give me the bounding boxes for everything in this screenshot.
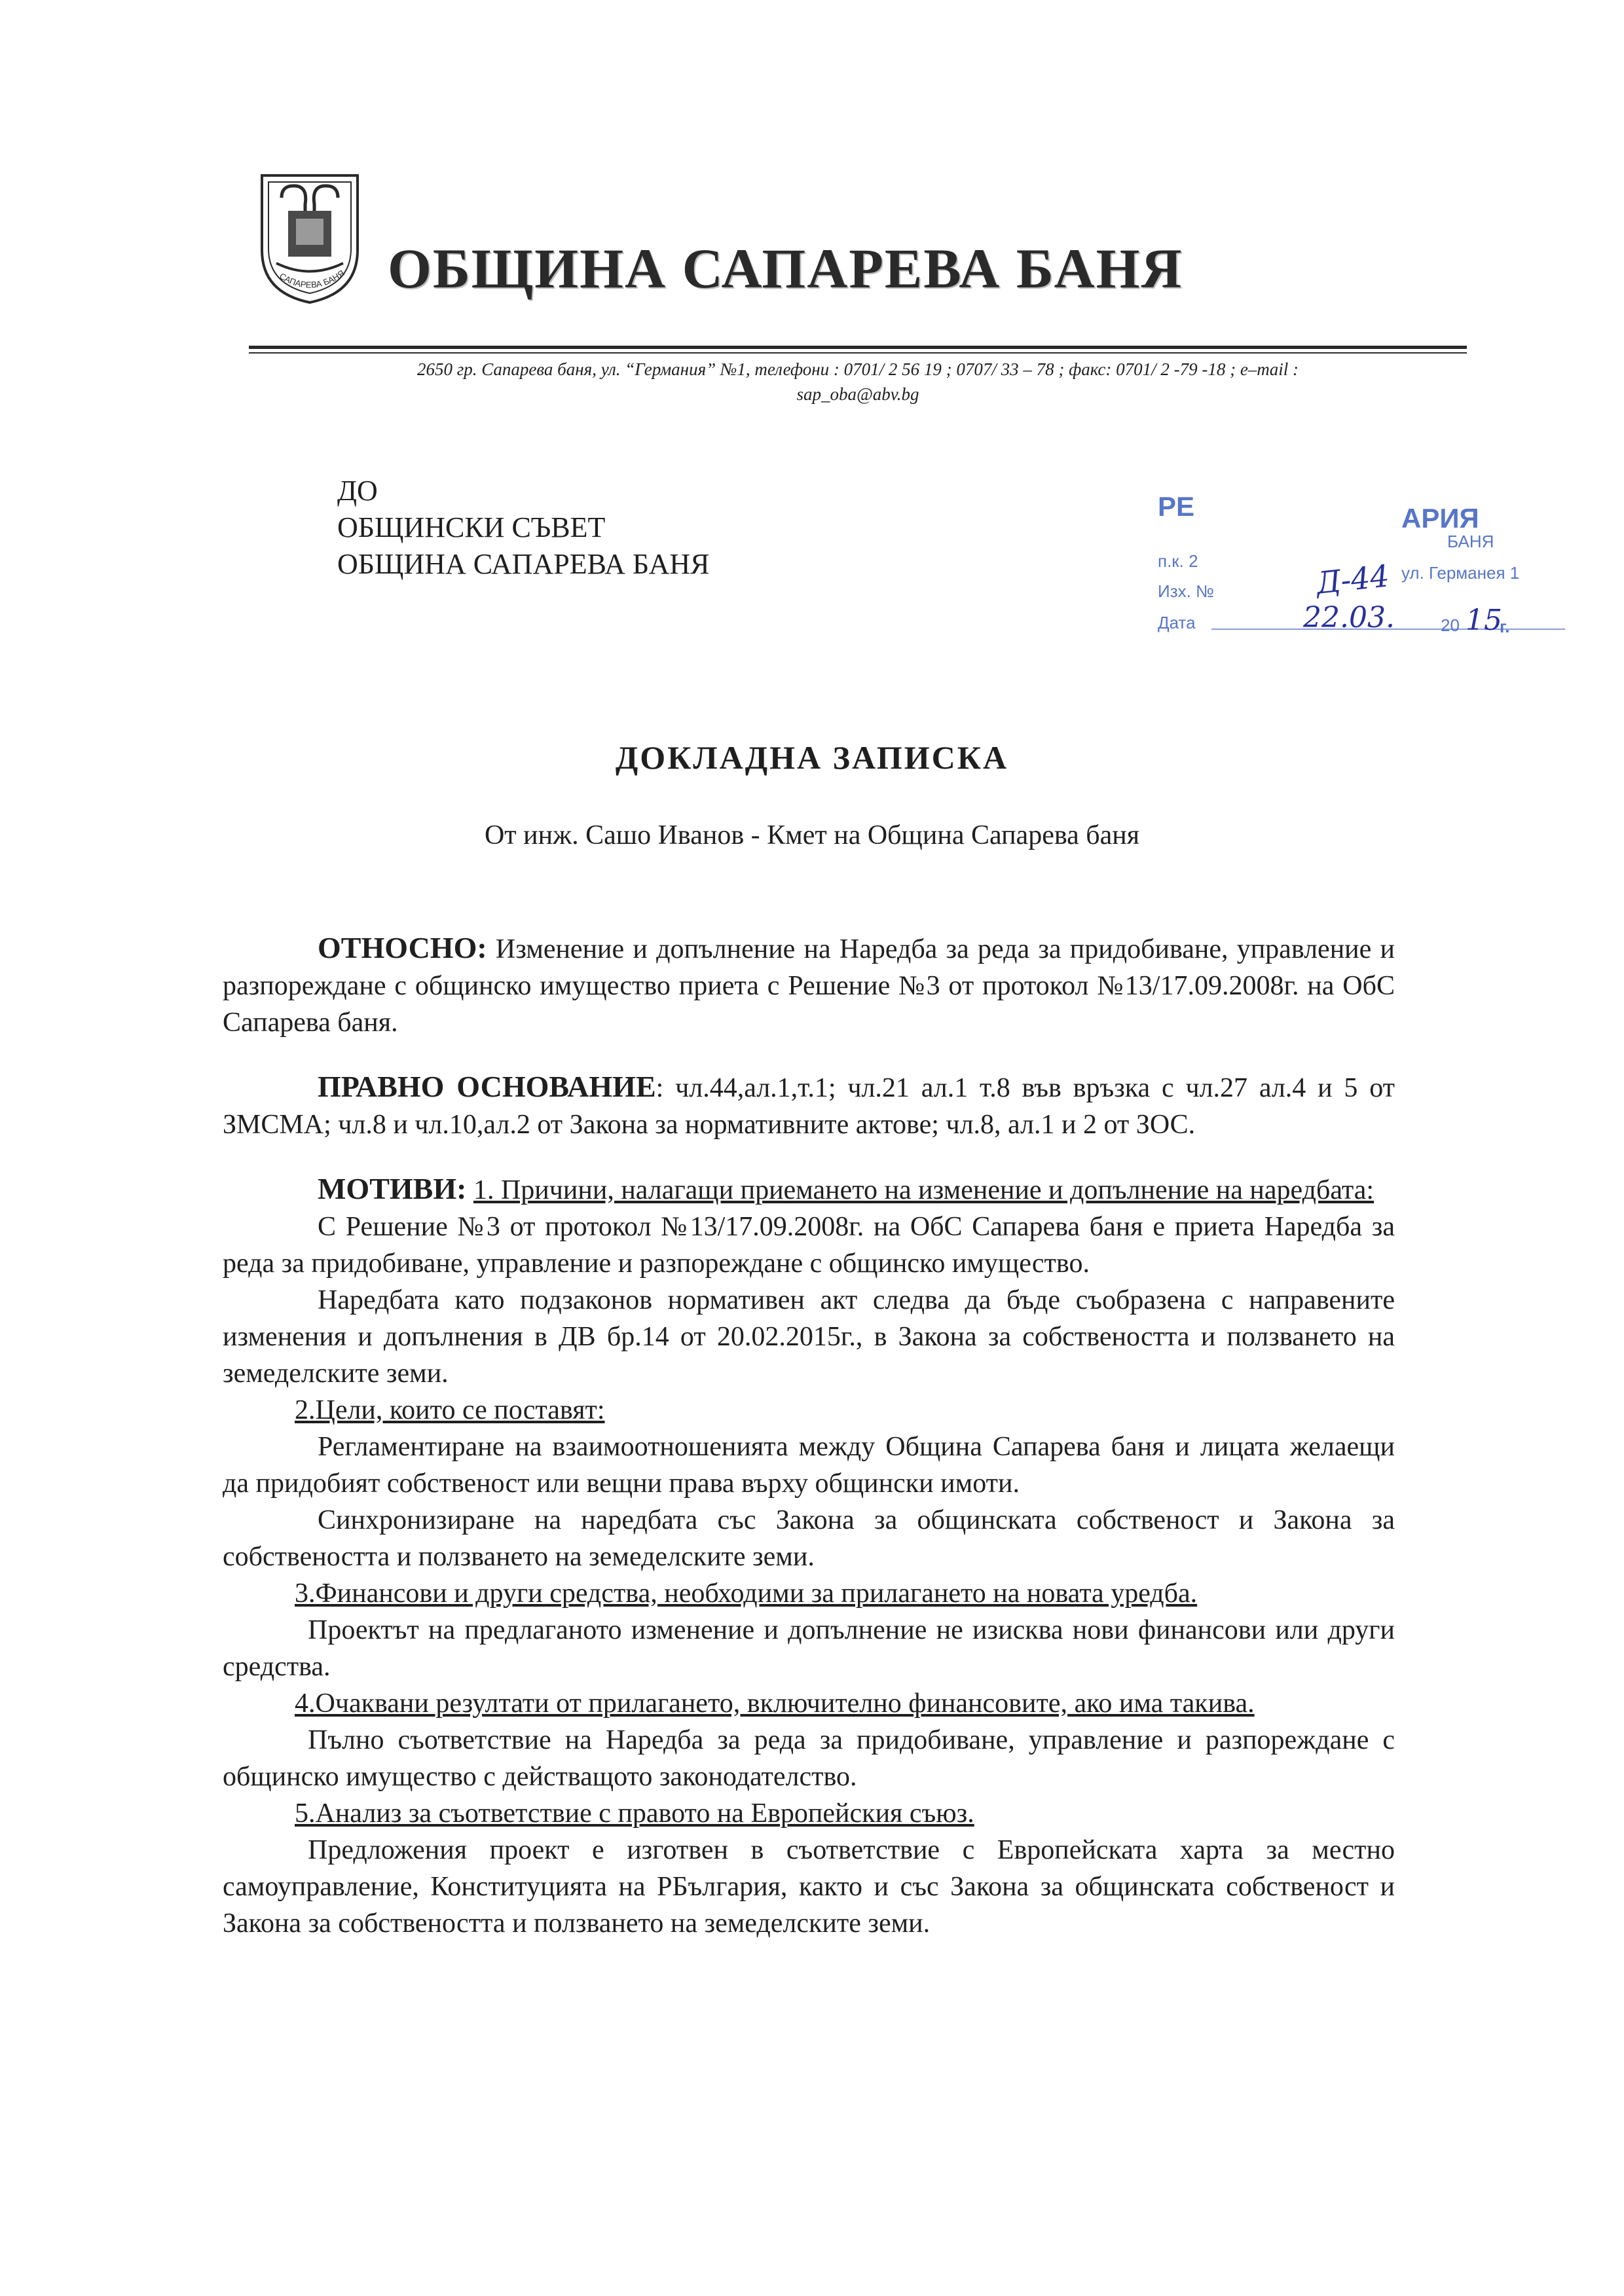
- section-heading: 1. Причини, налагащи приемането на изменение и допълнение на наредбата:: [473, 1175, 1375, 1205]
- stamp-text: Изх. №: [1158, 581, 1214, 601]
- section-heading-line: [223, 1795, 1395, 1832]
- handwritten-year: 15: [1466, 604, 1502, 637]
- municipality-logo: [257, 172, 363, 306]
- section-heading-line: [223, 1575, 1395, 1612]
- header-rule-thin: [249, 352, 1467, 354]
- body-paragraph: С Решение №3 от протокол №13/17.09.2008г. на ОбС Сапарева баня е приета Наредба за реда за придобиване, управление и разпореждане с общинско имущество.: [223, 1212, 1395, 1279]
- stamp-text: Дата: [1158, 613, 1196, 632]
- stamp-text: п.к. 2: [1158, 551, 1198, 571]
- stamp-text: АРИЯ: [1401, 503, 1479, 534]
- regarding-paragraph: [223, 930, 1395, 1041]
- stamp-text: г.: [1500, 617, 1510, 636]
- recipient-block: [337, 473, 710, 583]
- regarding-text: Изменение и допълнение на Наредба за реда за придобиване, управление и разпореждане с общинско имущество приета с Решение №3 от протокол №13/17.09.2008г. на ОбС Сапарева баня.: [223, 934, 1395, 1038]
- document-subtitle: От инж. Сашо Иванов - Кмет на Община Сапарева баня: [484, 820, 1140, 850]
- section-heading: 4.Очаквани резултати от прилагането, включително финансовите, ако има такива.: [295, 1688, 1255, 1719]
- stamp-text: РЕ: [1158, 491, 1195, 522]
- stamp-text: 20: [1441, 615, 1460, 635]
- motives-paragraph: [223, 1171, 1395, 1209]
- body-paragraph: Пълно съответствие на Наредба за реда за придобиване, управление и разпореждане с общинско имущество с действащото законодателство.: [223, 1725, 1395, 1792]
- address-line: 2650 гр. Сапарева баня, ул. “Германия” №1, телефони : 0701/ 2 56 19 ; 0707/ 33 – 78 ; факс: 0701/ 2 -79 -18 ; e–mail :: [416, 359, 1299, 379]
- motives-label: МОТИВИ:: [318, 1172, 467, 1205]
- coat-of-arms-icon: [257, 172, 363, 306]
- body-paragraph: Предложения проект е изготвен в съответствие с Европейската харта за местно самоуправление, Конституцията на РБългария, както и със Закона за общинската собственост и Закона за собствеността и ползването на земеделските земи.: [223, 1835, 1395, 1939]
- handwritten-date: 22.03.: [1303, 601, 1395, 634]
- recipient-line: ОБЩИНА САПАРЕВА БАНЯ: [337, 548, 710, 580]
- body-paragraph: Регламентиране на взаимоотношенията между Община Сапарева баня и лицата желаещи да придобият собственост или вещни права върху общински имоти.: [223, 1432, 1395, 1499]
- document-title: ДОКЛАДНА ЗАПИСКА: [615, 739, 1009, 776]
- body-paragraph: Синхронизиране на наредбата със Закона за общинската собственост и Закона за собствеността и ползването на земеделските земи.: [223, 1505, 1395, 1572]
- section-heading: 3.Финансови и други средства, необходими за прилагането на новата уредба.: [295, 1578, 1198, 1609]
- stamp-text: БАНЯ: [1447, 532, 1494, 551]
- handwritten-number: Д-44: [1314, 558, 1392, 601]
- email-line: sap_oba@abv.bg: [796, 384, 919, 404]
- section-heading-line: [223, 1685, 1395, 1722]
- body-paragraph: Наредбата като подзаконов нормативен акт следва да бъде съобразена с направените изменения и допълнения в ДВ бр.14 от 20.02.2015г., в Закона за собствеността и ползването на земеделските земи.: [223, 1285, 1395, 1389]
- logo-caption: САПАРЕВА БАНЯ: [278, 268, 346, 290]
- section-heading: 2.Цели, които се поставят:: [295, 1395, 605, 1425]
- legal-basis-paragraph: [223, 1068, 1395, 1143]
- legal-basis-label: ПРАВНО ОСНОВАНИЕ: [318, 1070, 656, 1103]
- legal-basis-text: : чл.44,ал.1,т.1; чл.21 ал.1 т.8 във връзка с чл.27 ал.4 и 5 от ЗМСМА; чл.8 и чл.10,ал.2 от Закона за нормативните актове; чл.8, ал.1 и 2 от ЗОС.: [223, 1073, 1395, 1140]
- document-body: [223, 930, 1395, 1942]
- regarding-label: ОТНОСНО:: [318, 931, 487, 964]
- body-paragraph: Проектът на предлаганото изменение и допълнение не изисква нови финансови или други средства.: [223, 1615, 1395, 1682]
- header-rule: [249, 346, 1467, 349]
- organization-name: ОБЩИНА САПАРЕВА БАНЯ: [388, 237, 1183, 300]
- recipient-line: ОБЩИНСКИ СЪВЕТ: [337, 511, 606, 543]
- section-heading-line: [223, 1392, 1395, 1429]
- section-heading: 5.Анализ за съответствие с правото на Европейския съюз.: [295, 1798, 974, 1829]
- recipient-line: ДО: [337, 475, 378, 507]
- stamp-text: ул. Германея 1: [1401, 563, 1520, 583]
